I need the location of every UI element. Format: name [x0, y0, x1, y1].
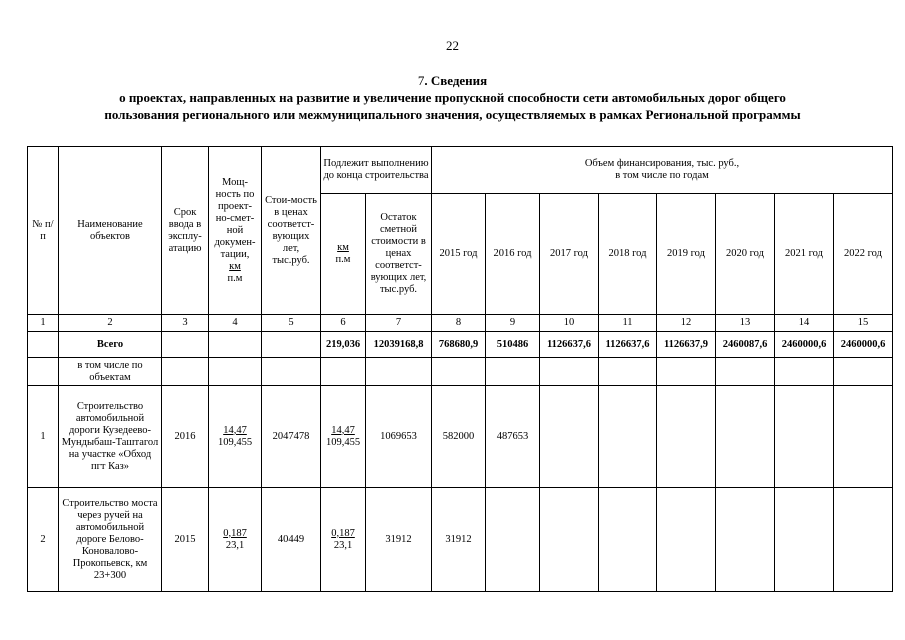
row-cost: 2047478 — [262, 386, 321, 488]
col-number: 9 — [486, 315, 540, 332]
row-power-bottom: 109,455 — [217, 436, 253, 448]
row-power-top: 14,47 — [223, 424, 247, 436]
column-numbers-row — [28, 315, 893, 332]
empty-cell — [540, 358, 599, 386]
empty-cell — [486, 358, 540, 386]
col-number: 13 — [716, 315, 775, 332]
total-row — [28, 332, 893, 358]
row-year-2022 — [834, 488, 893, 592]
row-year-2022 — [834, 386, 893, 488]
total-rest: 12039168,8 — [366, 332, 432, 358]
total-year-2017: 1126637,6 — [540, 332, 599, 358]
row-term: 2016 — [162, 386, 209, 488]
col-number: 11 — [599, 315, 657, 332]
row-subject-top: 14,47 — [331, 424, 355, 436]
total-label: Всего — [59, 332, 162, 358]
empty-cell — [775, 358, 834, 386]
col-number: 15 — [834, 315, 893, 332]
header-term: Срок ввода в эксплу-атацию — [162, 147, 209, 315]
header-subject-km-top: км — [337, 242, 349, 253]
row-power — [209, 386, 262, 488]
col-number: 3 — [162, 315, 209, 332]
empty-cell — [262, 358, 321, 386]
including-row — [28, 358, 893, 386]
total-year-2022: 2460000,6 — [834, 332, 893, 358]
header-year-2020: 2020 год — [716, 194, 775, 315]
header-year-2017: 2017 год — [540, 194, 599, 315]
row-term: 2015 — [162, 488, 209, 592]
total-cost — [262, 332, 321, 358]
header-subject-km — [321, 194, 366, 315]
row-year-2015: 31912 — [432, 488, 486, 592]
total-year-2020: 2460087,6 — [716, 332, 775, 358]
header-year-2015: 2015 год — [432, 194, 486, 315]
heading-title: . Сведения — [424, 73, 488, 88]
header-power-unit-bottom: п.м — [227, 272, 243, 284]
heading-line-3: пользования регионального или межмуниципального значения, осуществляемых в рамках Региональной программы — [104, 107, 801, 122]
header-subject-group: Подлежит выполнению до конца строительства — [321, 147, 432, 194]
total-year-2018: 1126637,6 — [599, 332, 657, 358]
header-year-2022: 2022 год — [834, 194, 893, 315]
row-num: 1 — [28, 386, 59, 488]
row-power-bottom: 23,1 — [225, 539, 245, 551]
total-year-2021: 2460000,6 — [775, 332, 834, 358]
header-cost: Стои-мость в ценах соответст-вующих лет, тыс.руб. — [262, 147, 321, 315]
table-row — [28, 386, 893, 488]
header-num: № п/п — [28, 147, 59, 315]
row-year-2015: 582000 — [432, 386, 486, 488]
col-number: 5 — [262, 315, 321, 332]
page-number: 22 — [446, 38, 459, 53]
header-year-2019: 2019 год — [657, 194, 716, 315]
empty-cell — [162, 358, 209, 386]
row-year-2019 — [657, 488, 716, 592]
header-year-2021: 2021 год — [775, 194, 834, 315]
col-number: 2 — [59, 315, 162, 332]
header-year-2018: 2018 год — [599, 194, 657, 315]
total-power — [209, 332, 262, 358]
row-year-2016 — [486, 488, 540, 592]
empty-cell — [657, 358, 716, 386]
col-number: 6 — [321, 315, 366, 332]
header-name: Наименование объектов — [59, 147, 162, 315]
row-subject-bottom: 109,455 — [325, 436, 361, 448]
heading-number: 7 — [417, 73, 425, 88]
empty-cell — [716, 358, 775, 386]
including-num — [28, 358, 59, 386]
row-year-2016: 487653 — [486, 386, 540, 488]
row-year-2019 — [657, 386, 716, 488]
header-power-label: Мощ-ность по проект-но-смет-ной докумен-тации, — [214, 176, 256, 260]
including-label: в том числе по объектам — [59, 358, 162, 386]
row-num: 2 — [28, 488, 59, 592]
header-power — [209, 147, 262, 315]
row-rest: 31912 — [366, 488, 432, 592]
row-name: Строительство автомобильной дороги Кузедеево-Мундыбаш-Таштагол на участке «Обход пгт Каз» — [59, 386, 162, 488]
header-subject-km-bottom: п.м — [335, 254, 351, 265]
header-year-2016: 2016 год — [486, 194, 540, 315]
row-year-2020 — [716, 488, 775, 592]
row-cost: 40449 — [262, 488, 321, 592]
document-heading — [20, 72, 885, 123]
heading-line-2: о проектах, направленных на развитие и увеличение пропускной способности сети автомобильных дорог общего — [119, 90, 786, 105]
col-number: 4 — [209, 315, 262, 332]
total-subject-km: 219,036 — [321, 332, 366, 358]
row-year-2018 — [599, 488, 657, 592]
row-year-2017 — [540, 386, 599, 488]
header-finance-group — [432, 147, 893, 194]
row-year-2020 — [716, 386, 775, 488]
row-subject — [321, 488, 366, 592]
row-subject-top: 0,187 — [331, 527, 355, 539]
col-number: 14 — [775, 315, 834, 332]
row-year-2018 — [599, 386, 657, 488]
empty-cell — [834, 358, 893, 386]
row-subject-bottom: 23,1 — [333, 539, 353, 551]
empty-cell — [432, 358, 486, 386]
header-finance-line2: в том числе по годам — [615, 170, 709, 181]
header-power-unit-top: км — [229, 260, 241, 272]
row-year-2021 — [775, 488, 834, 592]
row-rest: 1069653 — [366, 386, 432, 488]
row-year-2021 — [775, 386, 834, 488]
heading-title-line — [20, 72, 885, 89]
col-number: 7 — [366, 315, 432, 332]
projects-table — [27, 146, 893, 592]
col-number: 10 — [540, 315, 599, 332]
col-number: 1 — [28, 315, 59, 332]
header-finance-line1: Объем финансирования, тыс. руб., — [584, 158, 740, 169]
row-name: Строительство моста через ручей на автомобильной дороге Белово-Коновалово-Прокопьевск, км 23+300 — [59, 488, 162, 592]
total-term — [162, 332, 209, 358]
total-year-2019: 1126637,9 — [657, 332, 716, 358]
total-num — [28, 332, 59, 358]
col-number: 12 — [657, 315, 716, 332]
row-subject — [321, 386, 366, 488]
table-row — [28, 488, 893, 592]
empty-cell — [366, 358, 432, 386]
empty-cell — [321, 358, 366, 386]
col-number: 8 — [432, 315, 486, 332]
total-year-2015: 768680,9 — [432, 332, 486, 358]
header-row-1 — [28, 147, 893, 194]
empty-cell — [599, 358, 657, 386]
header-subject-rest: Остаток сметной стоимости в ценах соответст-вующих лет, тыс.руб. — [366, 194, 432, 315]
empty-cell — [209, 358, 262, 386]
row-power — [209, 488, 262, 592]
total-year-2016: 510486 — [486, 332, 540, 358]
row-power-top: 0,187 — [223, 527, 247, 539]
row-year-2017 — [540, 488, 599, 592]
